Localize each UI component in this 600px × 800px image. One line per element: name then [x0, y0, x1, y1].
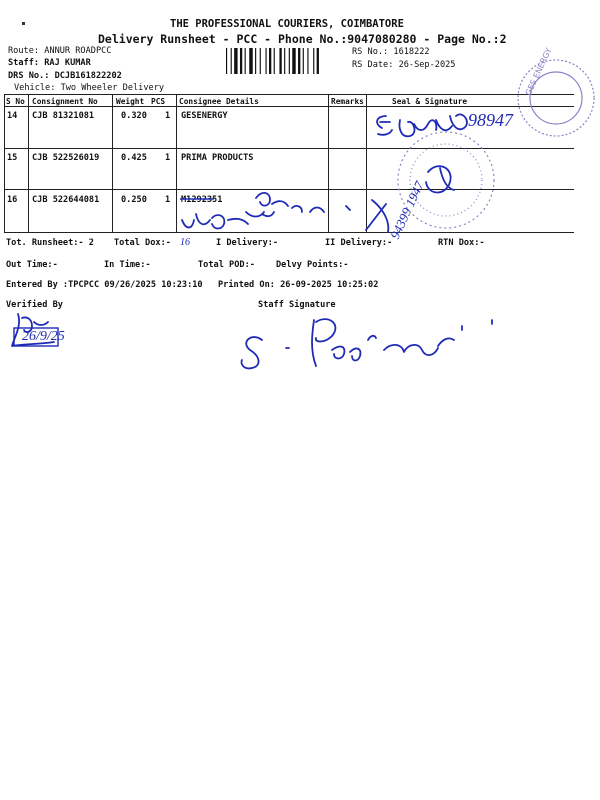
row-16-sno: 16 — [7, 195, 18, 205]
col-header-sno: S No — [6, 97, 25, 106]
col-header-consignment: Consignment No — [32, 97, 98, 106]
stamp-text: GES ENERGY — [523, 46, 554, 97]
row-14-consignee: GESENERGY — [181, 111, 228, 121]
in-time: In Time:- — [104, 260, 151, 270]
row-15-consignee: PRIMA PRODUCTS — [181, 153, 254, 163]
row-15-consignment: CJB 522526019 — [32, 153, 100, 163]
staff-signature-scribble — [241, 319, 492, 368]
drs-number: DRS No.: DCJB161822202 — [8, 71, 122, 81]
row-14-handwritten-phone: 98947 — [468, 110, 513, 130]
second-delivery: II Delivery:- — [325, 238, 393, 248]
col-header-weight: Weight — [116, 97, 145, 106]
total-dox: Total Dox:- — [114, 238, 171, 248]
row-15-sno: 15 — [7, 153, 18, 163]
col-header-seal: Seal & Signature — [392, 97, 468, 106]
out-time: Out Time:- — [6, 260, 58, 270]
total-pod: Total POD:- — [198, 260, 255, 270]
row-15-weight: 0.425 — [121, 153, 147, 163]
staff-signature-label: Staff Signature — [258, 300, 336, 310]
rs-date: RS Date: 26-Sep-2025 — [352, 60, 456, 70]
row-14-sno: 14 — [7, 111, 18, 121]
entered-by: Entered By :TPCPCC 09/26/2025 10:23:10 — [6, 280, 203, 290]
row-16-consignee: M1292351 — [181, 195, 223, 205]
row-16-handwritten-note: 94399 1947 — [387, 178, 427, 242]
col-header-remarks: Remarks — [331, 97, 364, 106]
staff-label: Staff: RAJ KUMAR — [8, 58, 91, 68]
row-15-signature-scribble — [426, 166, 454, 192]
company-stamp — [398, 60, 594, 228]
tot-runsheet: Tot. Runsheet:- 2 — [6, 238, 94, 248]
verified-handwritten-date: 26/9/25 — [22, 329, 65, 344]
row-16-signature-scribble — [182, 212, 274, 229]
printed-on: Printed On: 26-09-2025 10:25:02 — [218, 280, 379, 290]
row-14-weight: 0.320 — [121, 111, 147, 121]
col-header-pcs: PCS — [151, 97, 166, 106]
col-header-consignee: Consignee Details — [179, 97, 259, 106]
scan-dot — [22, 22, 25, 25]
row-15-pcs: 1 — [165, 153, 171, 163]
row-14-consignment: CJB 81321081 — [32, 111, 95, 121]
total-dox-handwritten-value: 16 — [180, 237, 190, 248]
first-delivery: I Delivery:- — [216, 238, 279, 248]
vehicle-label: Vehicle: Two Wheeler Delivery — [14, 83, 165, 93]
row-16-consignment: CJB 522644081 — [32, 195, 100, 205]
delvy-points: Delvy Points:- — [276, 260, 349, 270]
row-16-pcs: 1 — [165, 195, 171, 205]
rtn-dox: RTN Dox:- — [438, 238, 485, 248]
row-16-weight: 0.250 — [121, 195, 147, 205]
rs-number: RS No.: 1618222 — [352, 47, 430, 57]
row-14-signature-scribble — [377, 114, 467, 136]
row-16-remark-scribble — [256, 193, 388, 232]
route-label: Route: ANNUR ROADPCC — [8, 46, 112, 56]
verified-by-label: Verified By — [6, 300, 63, 310]
row-14-pcs: 1 — [165, 111, 171, 121]
runsheet-subtitle: Delivery Runsheet - PCC - Phone No.:9047080280 - Page No.:2 — [98, 32, 507, 46]
company-title: THE PROFESSIONAL COURIERS, COIMBATORE — [170, 18, 404, 30]
